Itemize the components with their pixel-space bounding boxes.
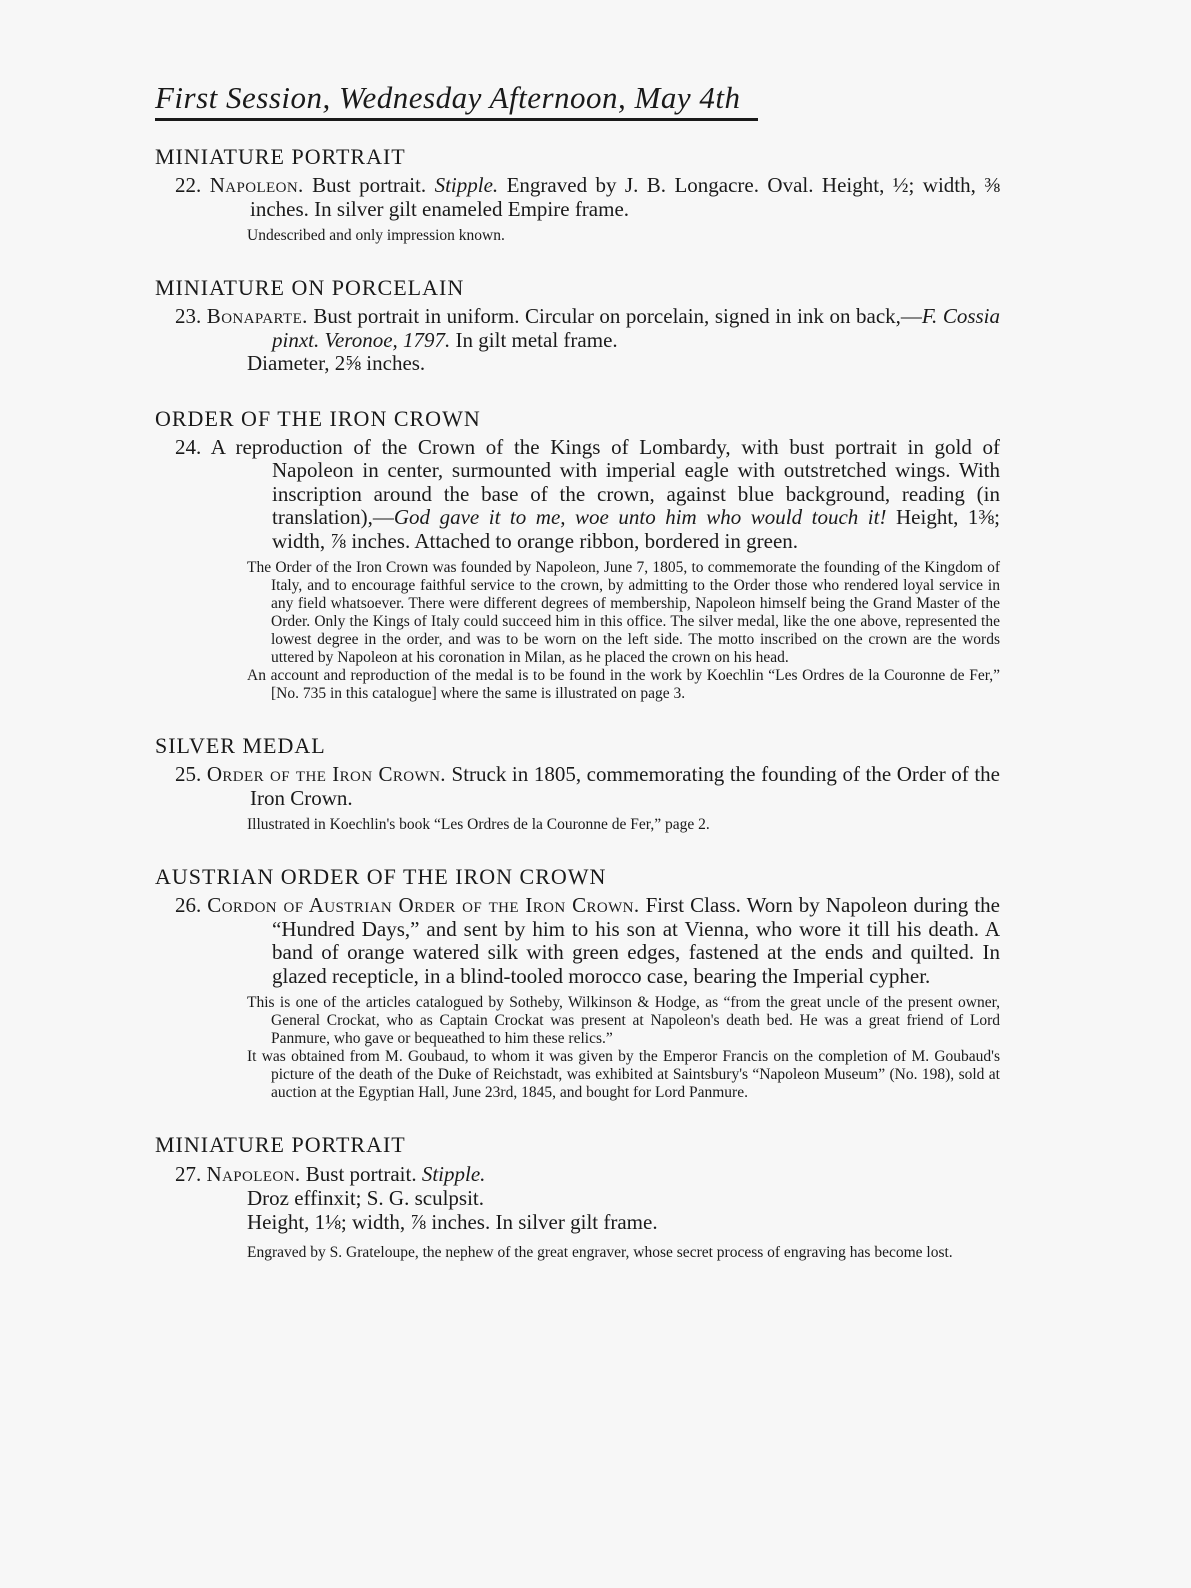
lot-note: The Order of the Iron Crown was founded by Napoleon, June 7, 1805, to commemorate the founding of the Kingdom of Italy, and to encourage faithful service to the crown, by admitting to the Order those who rendered loyal service in any field whatsoever. There were different degrees of membership, Napoleon himself being the Grand Master of the Order. Only the Kings of Italy could succeed him in this office. The silver medal, like the one above, represented the lowest degree in the order, and was to be worn on the left side. The motto inscribed on the crown are the words uttered by Napoleon at his coronation in Milan, as he placed the crown on his head. [247,559,1000,666]
lot-description-cont: In gilt metal frame. [455,327,618,352]
lot-description-cont: Height, 1⅜; width, ⅞ inches. Attached to orange ribbon, bordered in green. [272,505,1001,553]
lot-description: Bust portrait. [312,173,427,197]
section-silver-medal [155,733,1000,834]
section-heading: SILVER MEDAL [155,733,326,758]
lot-number: 27. [175,1162,202,1186]
lot-description: Bust portrait in uniform. Circular on porcelain, signed in ink on back,— [313,304,922,328]
lot-number: 26. [175,893,202,917]
lot-description: Bust portrait. [305,1162,417,1186]
lot-description: A reproduction of the Crown of the Kings of Lombardy, with bust portrait in gold of Napoleon in center, surmounted with imperial eagle with outstretched wings. With inscription around the base of the crown, against blue background, reading (in translation),— [210,434,1001,529]
section-miniature-portrait-27 [155,1132,1000,1262]
lot-description: Struck in 1805, commemorating the founding of the Order of the Iron Crown. [250,762,1001,810]
section-austrian-order-of-the-iron-crown [155,864,1000,1102]
page-title: First Session, Wednesday Afternoon, May 4th [155,80,758,121]
section-heading: AUSTRIAN ORDER OF THE IRON CROWN [155,864,607,889]
lot-number: 24. [175,434,202,459]
section-heading: ORDER OF THE IRON CROWN [155,405,481,431]
lot-name: Cordon of Austrian Order of the Iron Crown. [207,893,640,917]
lot-note: An account and reproduction of the medal is to be found in the work by Koechlin “Les Ordres de la Couronne de Fer,” [No. 735 in this catalogue] where the same is illustrated on page 3. [247,667,1000,702]
lot-dimensions [155,352,1000,376]
lot-note: This is one of the articles catalogued by Sotheby, Wilkinson & Hodge, as “from the great uncle of the present owner, General Crockat, who as Captain Crockat was present at Napoleon's death bed. He was a great friend of Lord Panmure, who gave or bequeathed to him these relics.” [247,994,1000,1047]
lot-number: 23. [175,304,202,328]
lot-technique: Stipple. [421,1162,486,1186]
section-heading: MINIATURE PORTRAIT [155,1132,406,1157]
lot-number: 22. [175,173,202,197]
lot-technique: Stipple. [434,173,499,197]
section-miniature-on-porcelain [155,275,1000,376]
lot-credits: Droz effinxit; S. G. sculpsit. [247,1186,485,1210]
section-heading: MINIATURE ON PORCELAIN [155,275,465,300]
lot-name: Napoleon. [209,173,304,197]
lot-note: Illustrated in Koechlin's book “Les Ordres de la Couronne de Fer,” page 2. [247,816,710,833]
lot-entry [155,763,1000,810]
lot-name: Bonaparte. [206,304,308,328]
lot-number: 25. [175,762,202,786]
section-order-of-the-iron-crown [155,406,1000,704]
lot-diameter: Diameter, 2⅝ inches. [247,351,426,375]
lot-dimensions: Height, 1⅛; width, ⅞ inches. In silver gilt frame. [247,1210,658,1234]
lot-entry [155,305,1000,352]
lot-name: Napoleon. [206,1162,301,1186]
lot-entry [155,174,1000,221]
section-heading: MINIATURE PORTRAIT [155,144,406,169]
lot-inscription: God gave it to me, woe unto him who would touch it! [393,505,887,529]
lot-note: Engraved by S. Grateloupe, the nephew of the great engraver, whose secret process of engraving has become lost. [247,1244,953,1261]
lot-entry [155,894,1000,988]
section-miniature-portrait-22 [155,144,1000,245]
catalogue-page [155,80,1000,1262]
lot-entry [155,436,1000,554]
lot-note: It was obtained from M. Goubaud, to whom it was given by the Emperor Francis on the completion of M. Goubaud's picture of the death of the Duke of Reichstadt, was exhibited at Saintsbury's “Napoleon Museum” (No. 198), sold at auction at the Egyptian Hall, June 23rd, 1845, and bought for Lord Panmure. [247,1048,1000,1101]
lot-description: First Class. Worn by Napoleon during the “Hundred Days,” and sent by him to his son at Vienna, who wore it till his death. A band of orange watered silk with green edges, fastened at the ends and quilted. In glazed recepticle, in a blind-tooled morocco case, bearing the Imperial cypher. [272,893,1001,988]
lot-signature: F. Cossia pinxt. Veronoe, 1797. [272,304,1001,352]
lot-name: Order of the Iron Crown. [206,762,446,786]
lot-description-cont: Engraved by J. B. Longacre. Oval. Height, ½; width, ⅜ inches. In silver gilt enameled Empire frame. [250,173,1001,221]
lot-note: Undescribed and only impression known. [247,227,505,244]
lot-entry [155,1162,1000,1234]
